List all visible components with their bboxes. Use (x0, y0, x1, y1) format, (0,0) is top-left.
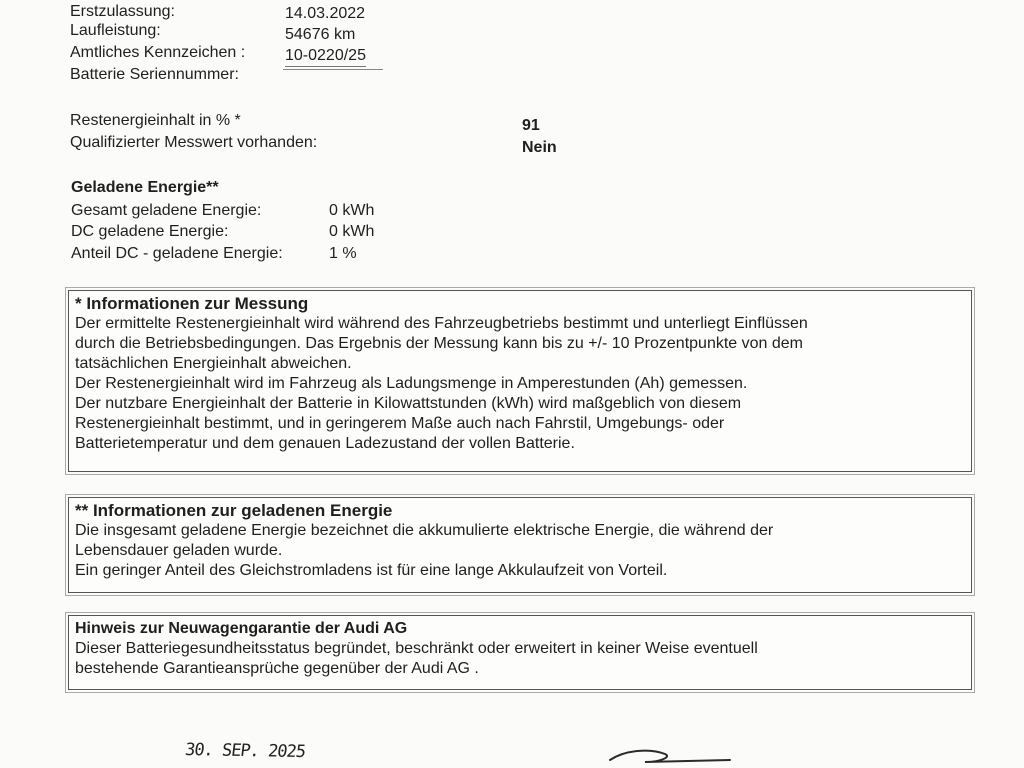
measurement-info-line: Der Restenergieinhalt wird im Fahrzeug als Ladungsmenge in Amperestunden (Ah) gemessen. (75, 375, 748, 392)
measurement-info-line: durch die Betriebsbedingungen. Das Ergebnis der Messung kann bis zu +/- 10 Prozentpunkte von dem (75, 335, 803, 352)
warranty-info-box (68, 615, 972, 690)
measurement-info-line: tatsächlichen Energieinhalt abweichen. (75, 355, 352, 372)
dc-charged-label: DC geladene Energie: (71, 223, 229, 240)
qualified-measurement-label: Qualifizierter Messwert vorhanden: (70, 134, 318, 151)
measurement-info-title: * Informationen zur Messung (75, 294, 309, 313)
residual-energy-label: Restenergieinhalt in % * (70, 112, 241, 129)
mileage-value: 54676 km (285, 26, 356, 43)
plate-label: Amtliches Kennzeichen : (70, 44, 246, 61)
warranty-info-line: bestehende Garantieansprüche gegenüber der Audi AG . (75, 660, 479, 677)
dc-charged-value: 0 kWh (329, 223, 375, 240)
residual-energy-value: 91 (522, 117, 540, 134)
stamp-date: 30. SEP. 2025 (183, 739, 307, 763)
measurement-info-line: Der nutzbare Energieinhalt der Batterie in Kilowattstunden (kWh) wird maßgeblich von diesem (75, 395, 742, 412)
plate-value: 10-0220/25 (285, 47, 366, 67)
first-registration-value: 14.03.2022 (285, 5, 366, 22)
first-registration-label: Erstzulassung: (70, 3, 175, 20)
signature (590, 744, 740, 768)
measurement-info-line: Der ermittelte Restenergieinhalt wird während des Fahrzeugbetriebs bestimmt und unterliegt Einflüssen (75, 315, 808, 332)
measurement-info-line: Batterietemperatur und dem genauen Ladezustand der vollen Batterie. (75, 435, 575, 452)
charged-energy-info-title: ** Informationen zur geladenen Energie (75, 501, 393, 520)
charged-energy-info-box (68, 497, 972, 593)
total-charged-label: Gesamt geladene Energie: (71, 202, 262, 219)
warranty-info-line: Dieser Batteriegesundheitsstatus begründet, beschränkt oder erweitert in keiner Weise eventuell (75, 640, 758, 657)
measurement-info-line: Restenergieinhalt bestimmt, und in geringerem Maße auch nach Fahrstil, Umgebungs- oder (75, 415, 725, 432)
battery-serial-line (283, 69, 383, 70)
measurement-info-box (68, 290, 972, 472)
charged-energy-info-line: Lebensdauer geladen wurde. (75, 542, 283, 559)
charged-energy-info-line: Ein geringer Anteil des Gleichstromladens ist für eine lange Akkulaufzeit von Vorteil. (75, 562, 668, 579)
mileage-label: Laufleistung: (70, 22, 161, 39)
total-charged-value: 0 kWh (329, 202, 375, 219)
charged-energy-heading: Geladene Energie** (71, 179, 219, 196)
charged-energy-info-line: Die insgesamt geladene Energie bezeichnet die akkumulierte elektrische Energie, die während der (75, 522, 774, 539)
qualified-measurement-value: Nein (522, 139, 557, 156)
battery-serial-label: Batterie Seriennummer: (70, 66, 239, 83)
dc-share-label: Anteil DC - geladene Energie: (71, 245, 283, 262)
dc-share-value: 1 % (329, 245, 357, 262)
warranty-info-title: Hinweis zur Neuwagengarantie der Audi AG (75, 620, 408, 637)
